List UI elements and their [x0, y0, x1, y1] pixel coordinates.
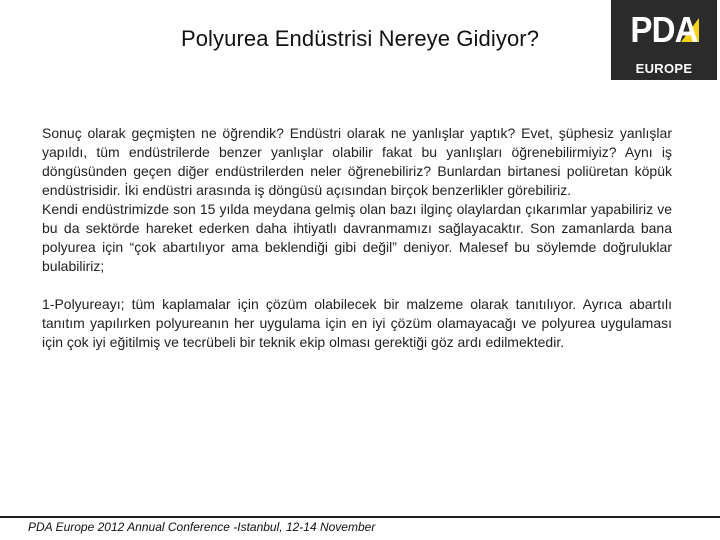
logo-sub-text: EUROPE	[635, 61, 693, 76]
body-paragraph-2: Kendi endüstrimizde son 15 yılda meydana gelmiş olan bazı ilginç olaylardan çıkarımlar yapabiliriz ve bu da sektörde hareket ederken daha ihtiyatlı davranmamızı sağlayacaktır. Son zamanlarda bana polyurea için “çok abartılıyor ama beklendiği gibi değil” deniyor. Malesef bu söylemde doğruluklar bulabiliriz;	[42, 201, 672, 274]
body-paragraph-3: 1-Polyureayı; tüm kaplamalar için çözüm olabilecek bir malzeme olarak tanıtılıyor. Ayrıca abartılı tanıtım yapılırken polyureanın her uygulama için en iyi çözüm olamayacağı ve polyurea uygulaması için çok iyi eğitilmiş ve tecrübeli bir teknik ekip olması gerektiği göz ardı edilmektedir.	[42, 296, 672, 350]
pda-europe-logo	[611, 0, 717, 80]
slide-title: Polyurea Endüstrisi Nereye Gidiyor?	[180, 26, 540, 51]
slide-body	[42, 124, 672, 352]
footer-divider	[0, 516, 720, 518]
logo-main-text: PDA	[630, 9, 698, 50]
paragraph-spacer	[42, 276, 672, 295]
footer-text: PDA Europe 2012 Annual Conference -Istanbul, 12-14 November	[28, 520, 376, 534]
footer	[0, 516, 720, 540]
body-paragraph-1: Sonuç olarak geçmişten ne öğrendik? Endüstri olarak ne yanlışlar yaptık? Evet, şüphesiz yanlışlar yapıldı, tüm endüstrilerde benzer yanlışlar olabilir fakat bu yanlışları öğrenebilirmiyiz? Aynı iş döngüsünden geçen diğer endüstrilerden neler öğrenebiliriz? Bunlardan birtanesi poliüretan köpük endüstrisidir. İki endüstri arasında iş döngüsü açısından birçok benzerlikler görebiliriz.	[42, 125, 672, 198]
